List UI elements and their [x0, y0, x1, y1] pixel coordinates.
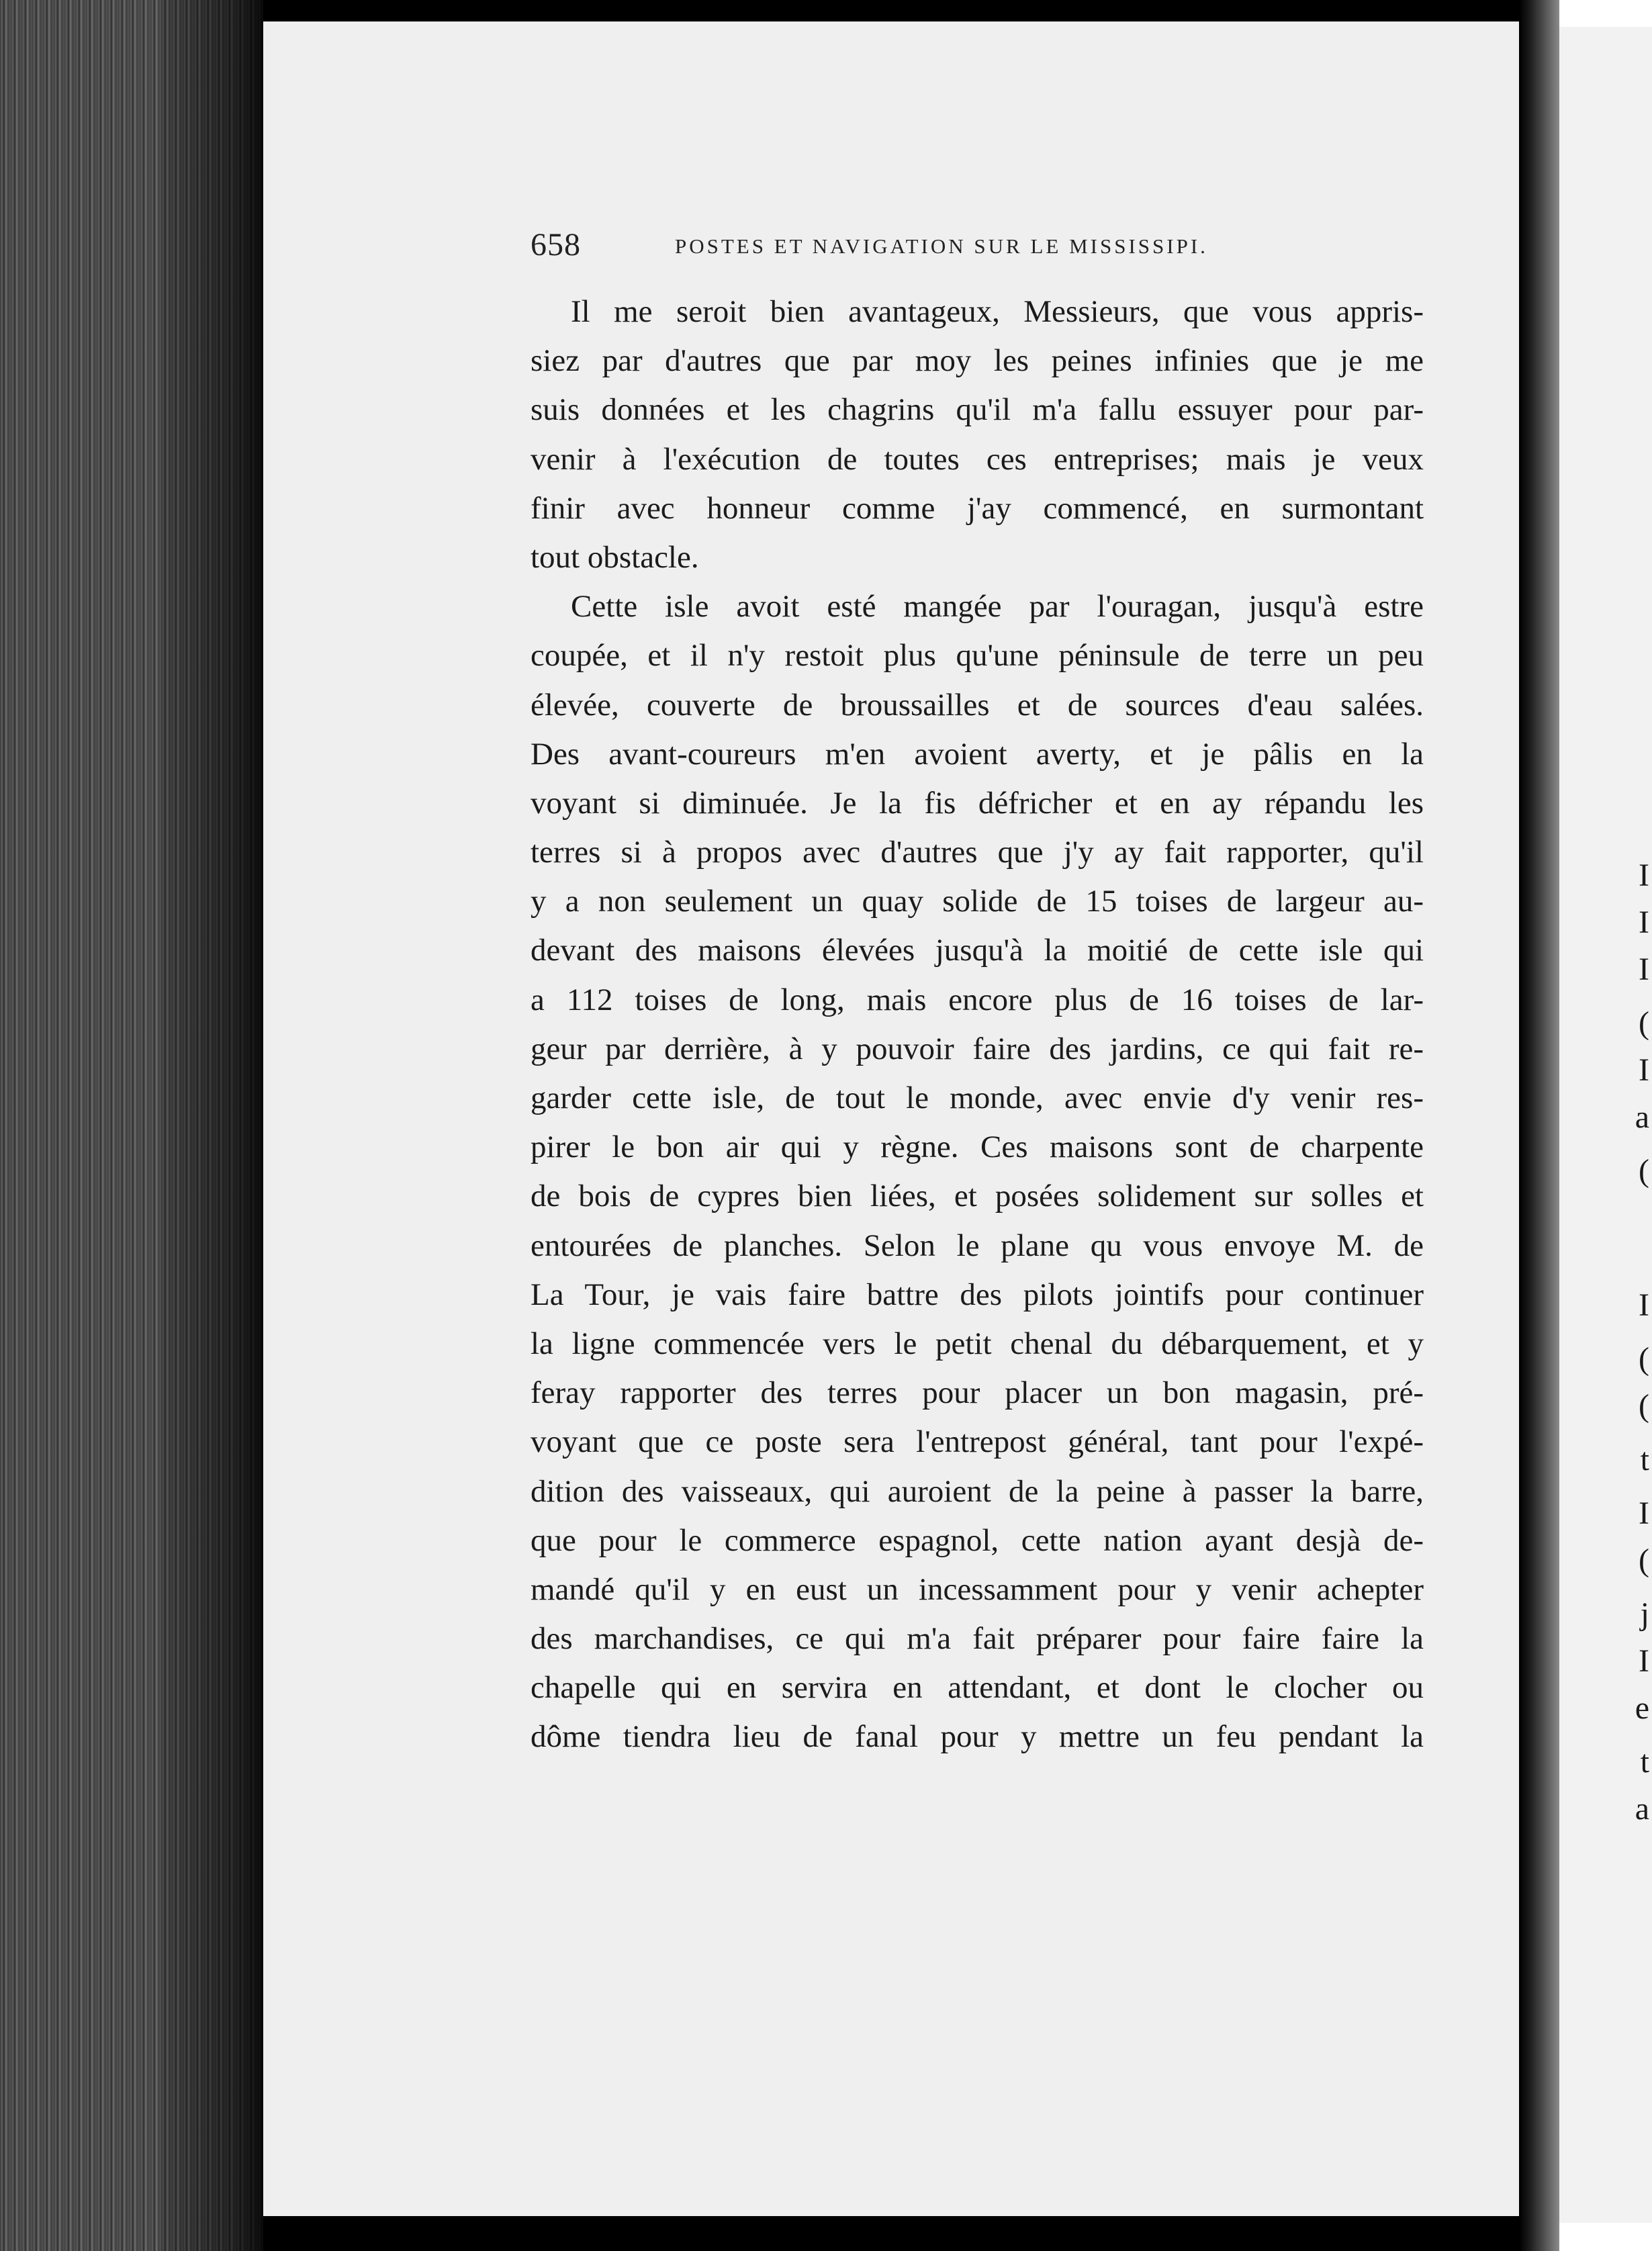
facing-page-letter: I [1639, 952, 1649, 987]
facing-page-letter: I [1639, 1287, 1649, 1323]
text-line: geur par derrière, à y pouvoir faire des jardins, ce qui fait re- [531, 1031, 1424, 1066]
facing-page-letter: ( [1639, 1153, 1649, 1189]
paragraph [531, 287, 1424, 582]
text-line: tout obstacle. [531, 539, 699, 575]
facing-page-letter: j [1640, 1596, 1649, 1632]
text-line: dition des vaisseaux, qui auroient de la peine à passer la barre, [531, 1473, 1424, 1509]
scan-frame-top [263, 0, 1519, 21]
facing-page-letter: I [1639, 858, 1649, 893]
text-line: feray rapporter des terres pour placer un bon magasin, pré- [531, 1375, 1424, 1411]
text-line: la ligne commencée vers le petit chenal du débarquement, et y [531, 1326, 1424, 1361]
facing-page-letter: I [1639, 1052, 1649, 1088]
facing-page-letter: e [1635, 1690, 1649, 1726]
text-line: des marchandises, ce qui m'a fait préparer pour faire faire la [531, 1621, 1424, 1657]
text-line: entourées de planches. Selon le plane qu vous envoye M. de [531, 1228, 1424, 1263]
text-line: venir à l'exécution de toutes ces entreprises; mais je veux [531, 441, 1424, 477]
facing-page-letter: I [1639, 905, 1649, 940]
facing-page-letter: a [1635, 1791, 1649, 1827]
body-text [531, 287, 1424, 1762]
facing-page-letter: ( [1639, 1005, 1649, 1041]
text-line: voyant que ce poste sera l'entrepost général, tant pour l'expé- [531, 1424, 1424, 1460]
text-line: Des avant-coureurs m'en avoient averty, et je pâlis en la [531, 736, 1424, 772]
text-line: siez par d'autres que par moy les peines infinies que je me [531, 343, 1424, 379]
facing-page-letter: t [1640, 1744, 1649, 1780]
text-line: Il me seroit bien avantageux, Messieurs, que vous appris- [571, 294, 1424, 329]
text-line: y a non seulement un quay solide de 15 toises de largeur au- [531, 884, 1424, 919]
facing-page-letter: ( [1639, 1543, 1649, 1578]
facing-page-letter: ( [1639, 1388, 1649, 1424]
book-page-edges [0, 0, 263, 2251]
text-line: de bois de cypres bien liées, et posées solidement sur solles et [531, 1179, 1424, 1214]
text-line: dôme tiendra lieu de fanal pour y mettre un feu pendant la [531, 1719, 1424, 1755]
text-line: suis données et les chagrins qu'il m'a fallu essuyer pour par- [531, 392, 1424, 428]
paragraph [531, 582, 1424, 1762]
book-gutter [1519, 0, 1559, 2251]
running-head [531, 226, 1283, 273]
facing-page-letter: I [1639, 1643, 1649, 1679]
text-line: pirer le bon air qui y règne. Ces maisons sont de charpente [531, 1130, 1424, 1165]
facing-page-letter: t [1640, 1442, 1649, 1477]
text-line: que pour le commerce espagnol, cette nation ayant desjà de- [531, 1522, 1424, 1558]
facing-page-letter: I [1639, 1496, 1649, 1531]
text-line: Cette isle avoit esté mangée par l'ouragan, jusqu'à estre [571, 589, 1424, 625]
text-line: élevée, couverte de broussailles et de sources d'eau salées. [531, 687, 1424, 723]
text-line: mandé qu'il y en eust un incessamment pour y venir achepter [531, 1571, 1424, 1607]
text-line: garder cette isle, de tout le monde, avec envie d'y venir res- [531, 1081, 1424, 1115]
text-line: a 112 toises de long, mais encore plus de 16 toises de lar- [531, 982, 1424, 1017]
running-title: POSTES ET NAVIGATION SUR LE MISSISSIPI. [675, 234, 1208, 258]
text-line: devant des maisons élevées jusqu'à la moitié de cette isle qui [531, 933, 1424, 968]
text-line: finir avec honneur comme j'ay commencé, en surmontant [531, 490, 1424, 526]
facing-page-letter: a [1635, 1099, 1649, 1135]
facing-page-letter: ( [1639, 1341, 1649, 1377]
text-line: La Tour, je vais faire battre des pilots jointifs pour continuer [531, 1277, 1424, 1312]
text-line: chapelle qui en servira en attendant, et dont le clocher ou [531, 1670, 1424, 1706]
scan-frame-bottom [263, 2216, 1519, 2251]
text-line: coupée, et il n'y restoit plus qu'une péninsule de terre un peu [531, 638, 1424, 674]
page-number: 658 [531, 227, 581, 263]
text-line: terres si à propos avec d'autres que j'y ay fait rapporter, qu'il [531, 835, 1424, 870]
facing-page-edge [1559, 27, 1652, 2223]
text-line: voyant si diminuée. Je la fis défricher et en ay répandu les [531, 785, 1424, 821]
